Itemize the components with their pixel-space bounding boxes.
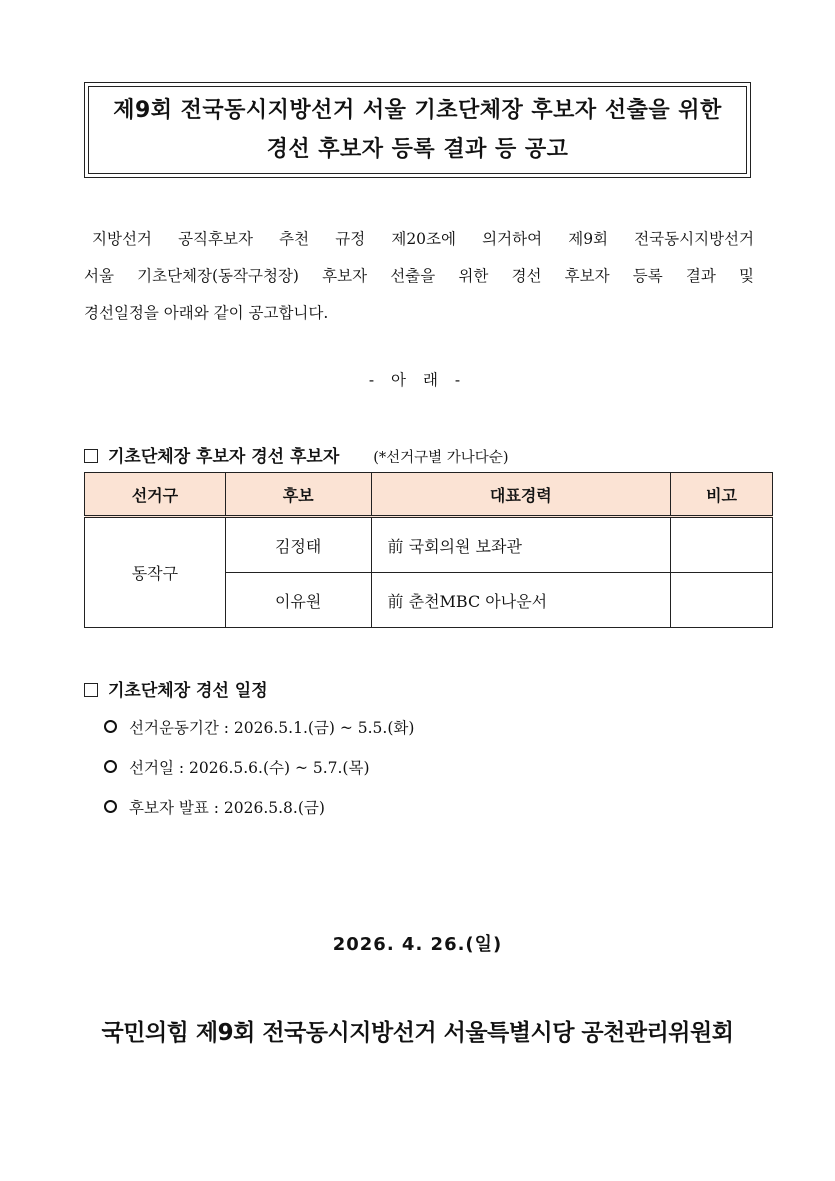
intro-line-2: 서울 기초단체장(동작구청장) 후보자 선출을 위한 경선 후보자 등록 결과 및	[84, 267, 754, 285]
candidates-table	[84, 472, 773, 628]
intro-line-1: 지방선거 공직후보자 추천 규정 제20조에 의거하여 제9회 전국동시지방선거	[92, 230, 754, 248]
circle-bullet-icon	[104, 800, 117, 813]
candidate-remark	[671, 573, 773, 628]
schedule-item	[104, 716, 414, 738]
schedule-item	[104, 796, 325, 818]
header-remark: 비고	[671, 473, 773, 517]
candidate-name: 이유원	[225, 573, 371, 628]
schedule-item	[104, 756, 370, 778]
table-header-row	[85, 473, 773, 517]
checkbox-square-icon	[84, 683, 98, 697]
schedule-item-text: 후보자 발표 : 2026.5.8.(금)	[129, 799, 325, 817]
district-cell: 동작구	[85, 517, 226, 628]
section-schedule-heading	[84, 676, 268, 701]
title-line-2: 경선 후보자 등록 결과 등 공고	[266, 137, 569, 162]
checkbox-square-icon	[84, 449, 98, 463]
intro-line-3: 경선일정을 아래와 같이 공고합니다.	[84, 304, 329, 322]
schedule-item-text: 선거일 : 2026.5.6.(수) ~ 5.7.(목)	[129, 759, 370, 777]
table-row	[85, 517, 773, 573]
candidate-career: 前 춘천MBC 아나운서	[371, 573, 671, 628]
intro-paragraph	[84, 221, 754, 332]
header-candidate: 후보	[225, 473, 371, 517]
circle-bullet-icon	[104, 760, 117, 773]
section-candidates-heading	[84, 442, 508, 467]
announcement-date: 2026. 4. 26.(일)	[332, 934, 503, 955]
title-line-1: 제9회 전국동시지방선거 서울 기초단체장 후보자 선출을 위한	[113, 98, 722, 123]
section-schedule-title: 기초단체장 경선 일정	[108, 681, 268, 701]
title-box	[84, 82, 751, 178]
circle-bullet-icon	[104, 720, 117, 733]
candidate-career: 前 국회의원 보좌관	[371, 517, 671, 573]
title-inner-border	[88, 86, 747, 174]
section-candidates-note: (*선거구별 가나다순)	[373, 450, 509, 466]
issuing-organization: 국민의힘 제9회 전국동시지방선거 서울특별시당 공천관리위원회	[101, 1020, 734, 1046]
candidate-remark	[671, 517, 773, 573]
section-candidates-title: 기초단체장 후보자 경선 후보자	[108, 447, 340, 467]
header-career: 대표경력	[371, 473, 671, 517]
schedule-item-text: 선거운동기간 : 2026.5.1.(금) ~ 5.5.(화)	[129, 719, 415, 737]
header-district: 선거구	[85, 473, 226, 517]
candidate-name: 김정태	[225, 517, 371, 573]
arae-heading: - 아 래 -	[368, 371, 467, 389]
